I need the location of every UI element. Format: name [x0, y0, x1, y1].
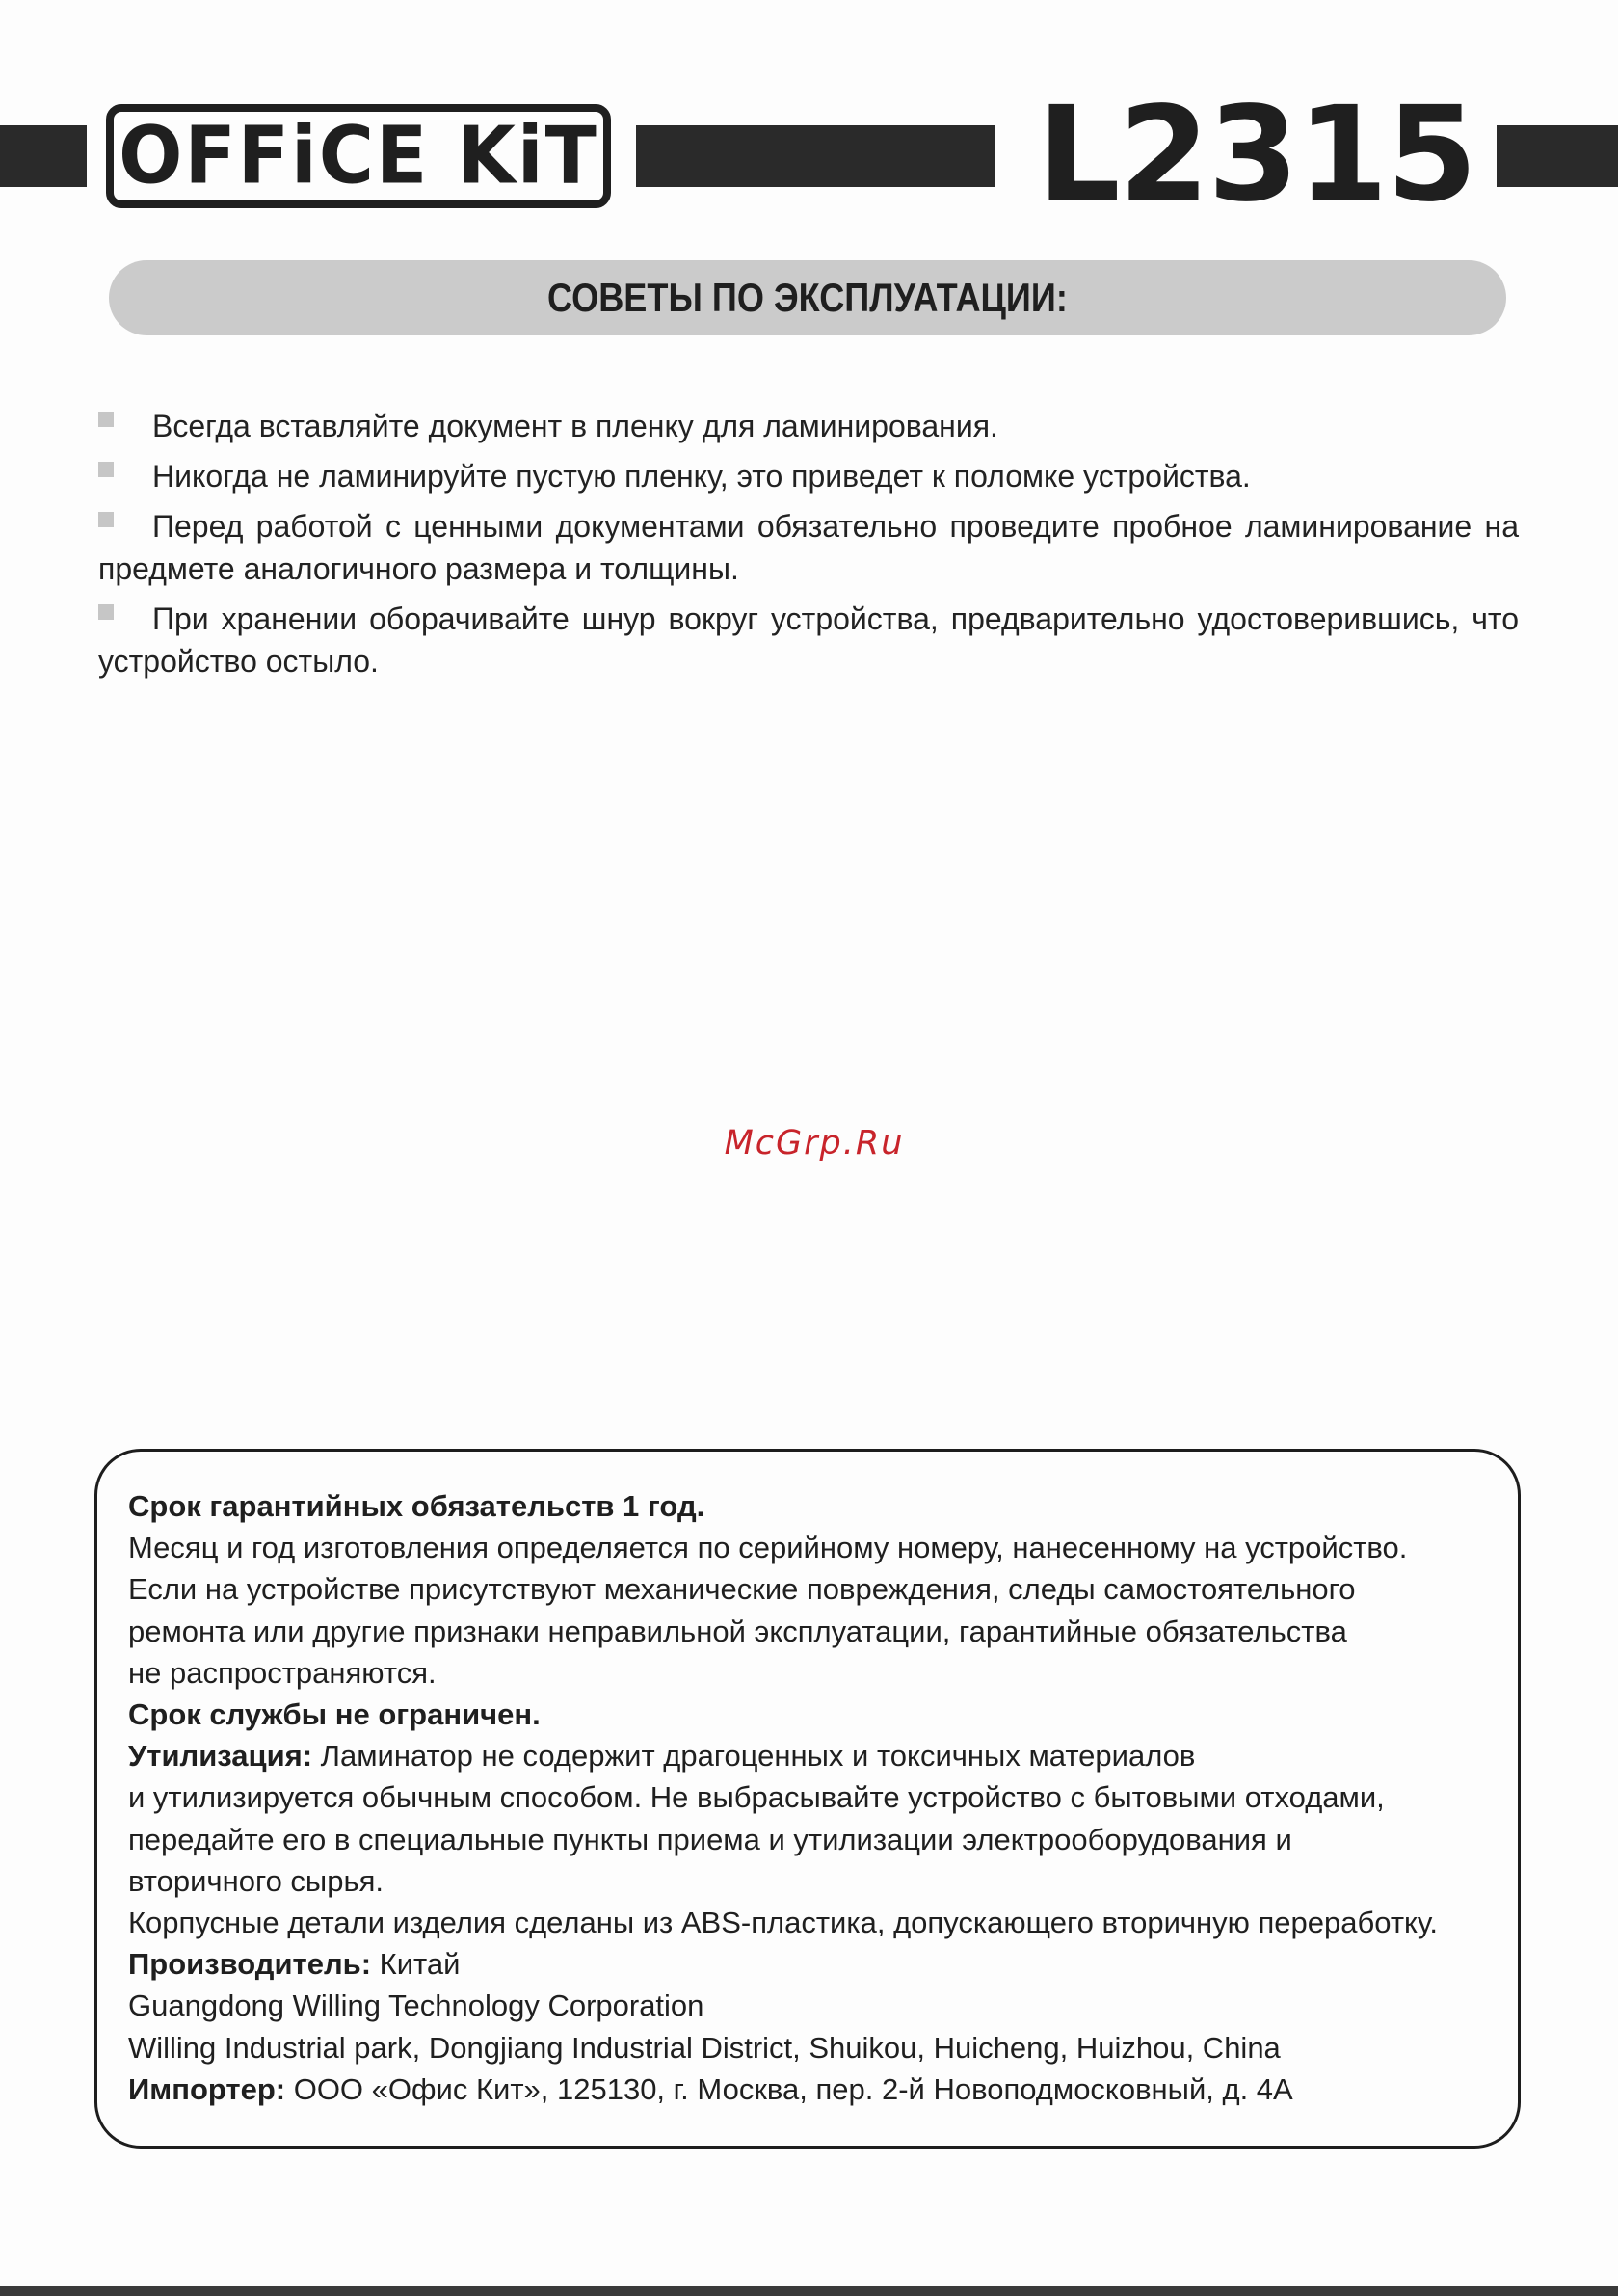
bullet-square-icon [98, 604, 114, 620]
warranty-term: Срок гарантийных обязательств 1 год. [128, 1489, 705, 1523]
importer-value: ООО «Офис Кит», 125130, г. Москва, пер. 2-й Новоподмосковный, д. 4А [285, 2071, 1293, 2106]
tip-item [98, 505, 1519, 590]
tip-text: Перед работой с ценными документами обязательно проведите пробное ламинирование на предмете аналогичного размера и толщины. [98, 509, 1519, 586]
model-number: L2315 [1037, 79, 1476, 231]
info-line: ремонта или другие признаки неправильной эксплуатации, гарантийные обязательства [128, 1614, 1347, 1648]
manufacturer-name: Guangdong Willing Technology Corporation [128, 1989, 704, 2023]
disposal-line [128, 1735, 1506, 1776]
manufacturer-line [128, 1943, 1506, 1985]
warranty-info-box [94, 1449, 1521, 2149]
tip-item [98, 405, 1519, 447]
tip-item [98, 598, 1519, 682]
section-header [109, 260, 1506, 335]
header-bar-middle [636, 125, 995, 187]
header-bar-left [0, 125, 87, 187]
manufacturer-label: Производитель: [128, 1947, 372, 1982]
tip-text: При хранении оборачивайте шнур вокруг устройства, предварительно удостоверившись, что устройство остыло. [98, 601, 1519, 679]
brand-logo-text: OFFiCE KiT [119, 110, 598, 202]
bottom-rule [0, 2286, 1618, 2296]
disposal-label: Утилизация: [128, 1739, 313, 1774]
section-title: СОВЕТЫ ПО ЭКСПЛУАТАЦИИ: [547, 275, 1068, 320]
importer-line [128, 2069, 1506, 2110]
importer-label: Импортер: [128, 2071, 286, 2106]
watermark: McGrp.Ru [724, 1124, 905, 1162]
bullet-square-icon [98, 462, 114, 477]
tip-text: Всегда вставляйте документ в пленку для ламинирования. [152, 409, 998, 443]
tip-text: Никогда не ламинируйте пустую пленку, это приведет к поломке устройства. [152, 459, 1251, 494]
manufacturer-address: Willing Industrial park, Dongjiang Industrial District, Shuikou, Huicheng, Huizhou, China [128, 2030, 1281, 2065]
info-line: вторичного сырья. [128, 1863, 384, 1898]
tip-item [98, 455, 1519, 497]
manufacturer-country: Китай [371, 1947, 461, 1982]
materials-line: Корпусные детали изделия сделаны из ABS-пластика, допускающего вторичную переработку. [128, 1906, 1438, 1940]
service-life: Срок службы не ограничен. [128, 1697, 541, 1732]
bullet-square-icon [98, 412, 114, 427]
info-line: Если на устройстве присутствуют механические повреждения, следы самостоятельного [128, 1572, 1356, 1607]
disposal-text: Ламинатор не содержит драгоценных и токсичных материалов [312, 1739, 1196, 1774]
header-bar-right [1497, 125, 1618, 187]
tips-list [98, 405, 1519, 690]
warranty-info-text [128, 1485, 1506, 2110]
info-line: Месяц и год изготовления определяется по серийному номеру, нанесенному на устройство. [128, 1531, 1408, 1565]
bullet-square-icon [98, 512, 114, 527]
brand-logo [106, 104, 611, 208]
info-line: не распространяются. [128, 1655, 437, 1690]
info-line: передайте его в специальные пункты приема и утилизации электрооборудования и [128, 1822, 1292, 1856]
info-line: и утилизируется обычным способом. Не выбрасывайте устройство с бытовыми отходами, [128, 1780, 1385, 1815]
